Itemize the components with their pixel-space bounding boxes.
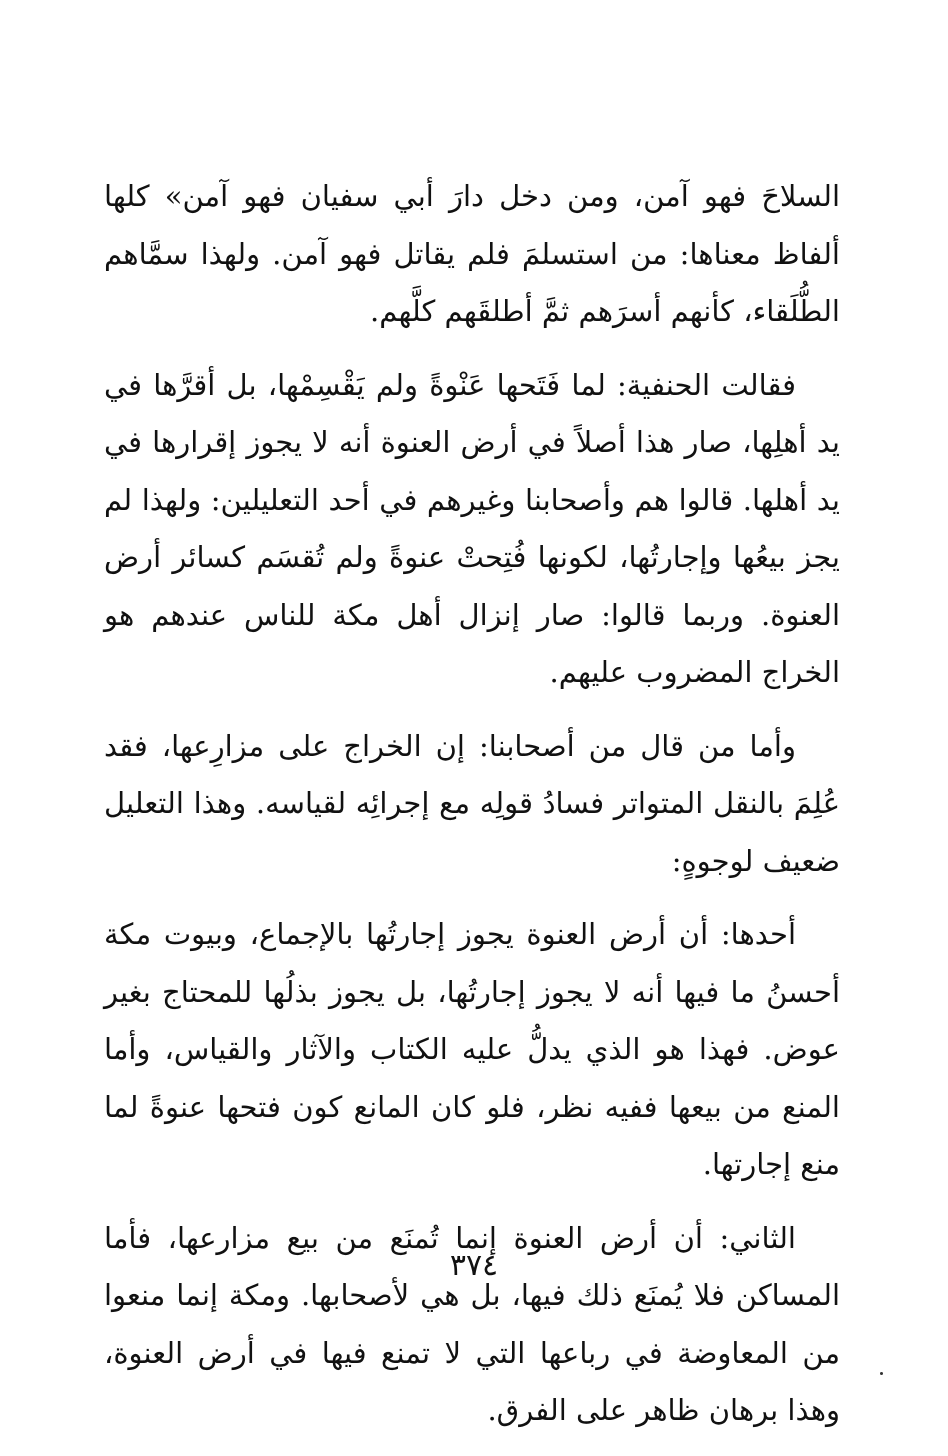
scan-speck [880,1372,883,1375]
paragraph-3: وأما من قال من أصحابنا: إن الخراج على مزارِعها، فقد عُلِمَ بالنقل المتواتر فسادُ قولِه مع إجرائِه لقياسه. وهذا التعليل ضعيف لوجوهٍ: [104,728,840,878]
paragraph-1: السلاحَ فهو آمن، ومن دخل دارَ أبي سفيان فهو آمن» كلها ألفاظ معناها: من استسلمَ فلم يقاتل فهو آمن. ولهذا سمَّاهم الطُّلَقاء، كأنهم أسرَهم ثمَّ أطلقَهم كلَّهم. [104,179,840,328]
paragraph-2: فقالت الحنفية: لما فَتَحها عَنْوةً ولم يَقْسِمْها، بل أقرَّها في يد أهلِها، صار هذا أصلاً في أرض العنوة أنه لا يجوز إقرارها في يد أهلها. قالوا هم وأصحابنا وغيرهم في أحد التعليلين: ولهذا لم يجز بيعُها وإجارتُها، لكونها فُتِحتْ عنوةً ولم تُقسَم كسائر أرض العنوة. وربما قالوا: صار إنزال أهل مكة للناس عندهم هو الخراج المضروب عليهم. [104,367,840,689]
paragraph-5: الثاني: أن أرض العنوة إنما تُمنَع من بيع مزارعها، فأما المساكن فلا يُمنَع ذلك فيها، بل هي لأصحابها. ومكة إنما منعوا من المعاوضة في رباعها التي لا تمنع فيها في أرض العنوة، وهذا برهان ظاهر على الفرق. [104,1220,840,1427]
page-number: ٣٧٤ [449,1248,499,1283]
paragraph-4: أحدها: أن أرض العنوة يجوز إجارتُها بالإجماع، وبيوت مكة أحسنُ ما فيها أنه لا يجوز إجارتُها، بل يجوز بذلُها للمحتاج بغير عوض. فهذا هو الذي يدلُّ عليه الكتاب والآثار والقياس، وأما المنع من بيعها ففيه نظر، فلو كان المانع كون فتحها عنوةً لما منع إجارتها. [104,917,840,1181]
